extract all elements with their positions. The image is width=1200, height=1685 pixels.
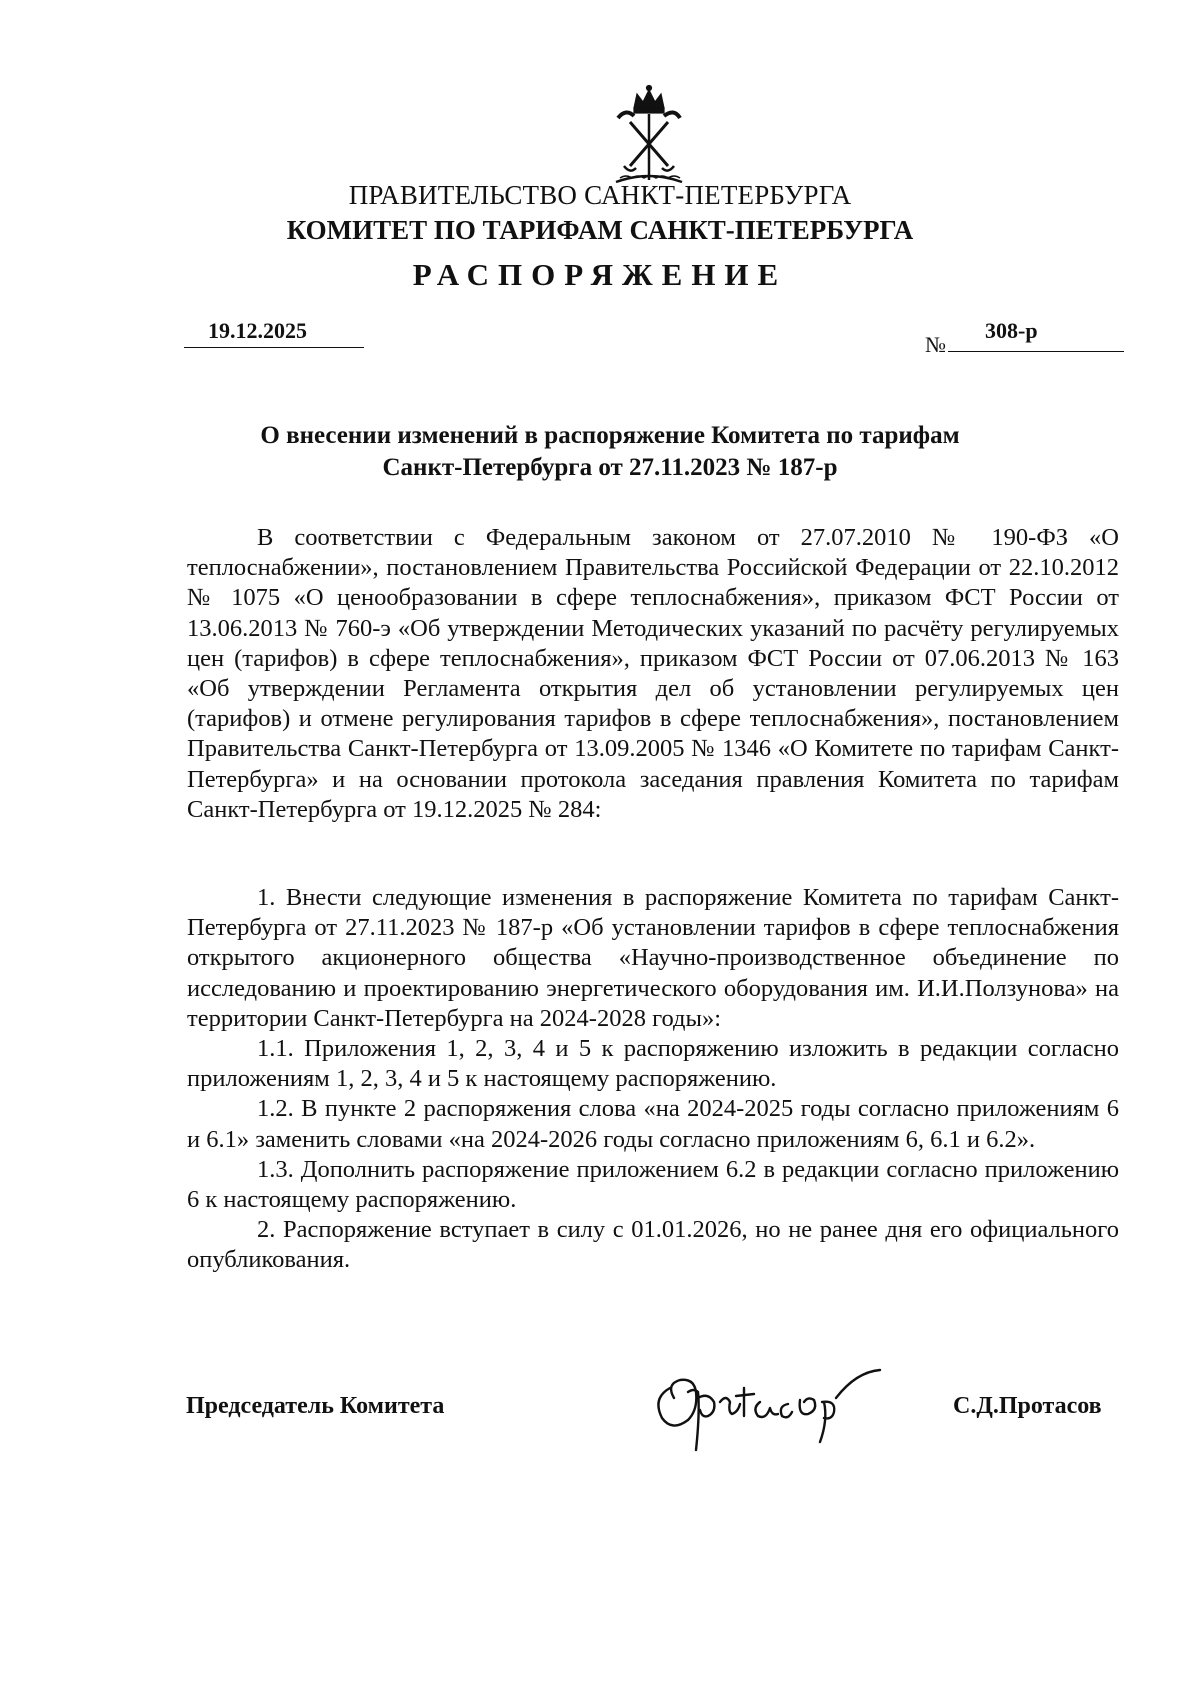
list-item: 1.3. Дополнить распоряжение приложением 6.2 в редакции согласно приложению 6 к настоящему распоряжению. [187, 1155, 1119, 1214]
number-sign: № [925, 332, 946, 357]
document-date: 19.12.2025 [208, 318, 307, 343]
committee-name: КОМИТЕТ ПО ТАРИФАМ САНКТ-ПЕТЕРБУРГА [286, 215, 914, 245]
title-line-2: Санкт-Петербурга от 27.11.2023 № 187-р [382, 454, 838, 481]
date-underline [184, 347, 364, 348]
title-line-1: О внесении изменений в распоряжение Комитета по тарифам [260, 422, 960, 449]
preamble [187, 523, 1119, 825]
handwritten-signature-icon [640, 1358, 910, 1458]
preamble-text: В соответствии с Федеральным законом от 27.07.2010 № 190-ФЗ «О теплоснабжении», постановлением Правительства Российской Федерации от 22.10.2012 № 1075 «О ценообразовании в сфере теплоснабжения», приказом ФСТ России от 13.06.2013 № 760-э «Об утверждении Методических указаний по расчёту регулируемых цен (тарифов) в сфере теплоснабжения», приказом ФСТ России от 07.06.2013 № 163 «Об утверждении Регламента открытия дел об установлении регулируемых цен (тарифов) и отмене регулирования тарифов в сфере теплоснабжения», постановлением Правительства Санкт-Петербурга от 13.09.2005 № 1346 «О Комитете по тарифам Санкт-Петербурга» и на основании протокола заседания правления Комитета по тарифам Санкт-Петербурга от 19.12.2025 № 284: [187, 524, 1119, 823]
signatory-name: С.Д.Протасов [953, 1393, 1102, 1419]
document-type: РАСПОРЯЖЕНИЕ [412, 257, 788, 292]
list-item: 1. Внести следующие изменения в распоряжение Комитета по тарифам Санкт-Петербурга от 27.11.2023 № 187-р «Об установлении тарифов в сфере теплоснабжения открытого акционерного общества «Научно-производственное объединение по исследованию и проектированию энергетического оборудования им. И.И.Ползунова» на территории Санкт-Петербурга на 2024-2028 годы»: [187, 884, 1119, 1032]
list-item: 1.1. Приложения 1, 2, 3, 4 и 5 к распоряжению изложить в редакции согласно приложениям 1, 2, 3, 4 и 5 к настоящему распоряжению. [187, 1035, 1119, 1093]
document-title [200, 420, 1020, 484]
document-number: 308-р [985, 318, 1038, 343]
number-underline [948, 351, 1124, 352]
list-item: 1.2. В пункте 2 распоряжения слова «на 2024-2025 годы согласно приложениям 6 и 6.1» заменить словами «на 2024-2026 годы согласно приложениям 6, 6.1 и 6.2». [187, 1095, 1119, 1153]
list-item: 2. Распоряжение вступает в силу с 01.01.2026, но не ранее дня его официального опубликования. [187, 1216, 1119, 1274]
order-items [187, 883, 1119, 1276]
saint-petersburg-emblem-icon [610, 84, 688, 186]
signatory-position: Председатель Комитета [186, 1393, 445, 1419]
government-name: ПРАВИТЕЛЬСТВО САНКТ-ПЕТЕРБУРГА [348, 180, 852, 210]
